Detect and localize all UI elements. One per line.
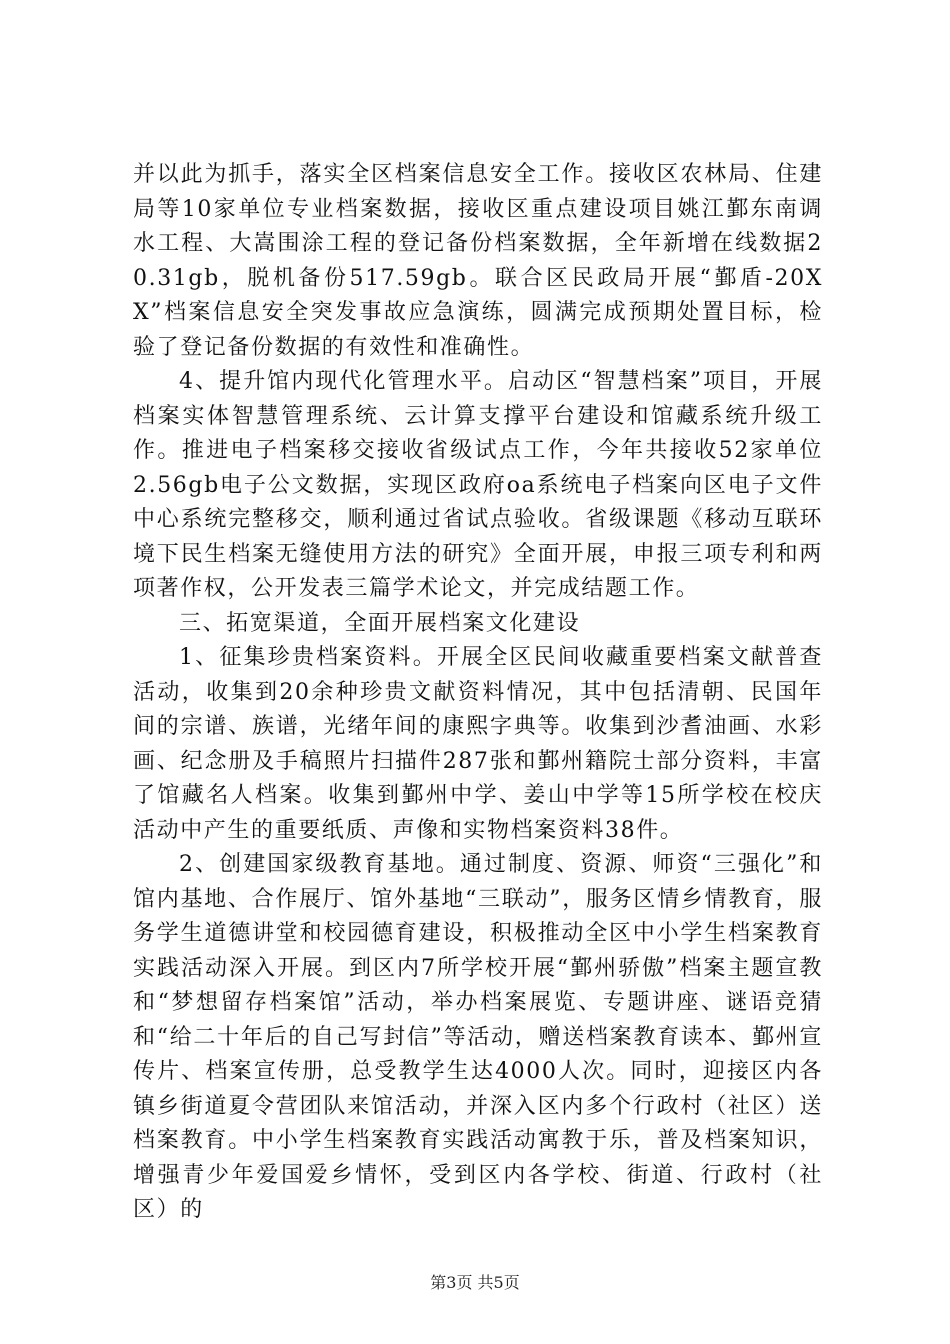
- paragraph-archive-security: 并以此为抓手，落实全区档案信息安全工作。接收区农林局、住建局等10家单位专业档案数据，接收区重点建设项目姚江鄞东南调水工程、大嵩围涂工程的登记备份档案数据，全年新增在线数据20.31gb，脱机备份517.59gb。联合区民政局开展“鄞盾-20XX”档案信息安全突发事故应急演练，圆满完成预期处置目标，检验了登记备份数据的有效性和准确性。: [133, 162, 823, 360]
- section-heading-archive-culture: 三、拓宽渠道，全面开展档案文化建设: [179, 610, 581, 636]
- paragraph-collect-archives: 1、征集珍贵档案资料。开展全区民间收藏重要档案文献普查活动，收集到20余种珍贵文献资料情况，其中包括清朝、民国年间的宗谱、族谱，光绪年间的康熙字典等。收集到沙耆油画、水彩画、纪念册及手稿照片扫描件287张和鄞州籍院士部分资料，丰富了馆藏名人档案。收集到鄞州中学、姜山中学等15所学校在校庆活动中产生的重要纸质、声像和实物档案资料38件。: [133, 645, 823, 843]
- document-body: [133, 158, 823, 1228]
- paragraph-education-base: 2、创建国家级教育基地。通过制度、资源、师资“三强化”和馆内基地、合作展厅、馆外基地“三联动”，服务区情乡情教育，服务学生道德讲堂和校园德育建设，积极推动全区中小学生档案教育实践活动深入开展。到区内7所学校开展“鄞州骄傲”档案主题宣教和“梦想留存档案馆”活动，举办档案展览、专题讲座、谜语竞猜和“给二十年后的自己写封信”等活动，赠送档案教育读本、鄞州宣传片、档案宣传册，总受教学生达4000人次。同时，迎接区内各镇乡街道夏令营团队来馆活动，并深入区内多个行政村（社区）送档案教育。中小学生档案教育实践活动寓教于乐，普及档案知识，增强青少年爱国爱乡情怀，受到区内各学校、街道、行政村（社区）的: [133, 852, 823, 1222]
- page-footer: 第3页 共5页: [430, 1273, 520, 1292]
- paragraph-modern-management: 4、提升馆内现代化管理水平。启动区“智慧档案”项目，开展档案实体智慧管理系统、云计算支撑平台建设和馆藏系统升级工作。推进电子档案移交接收省级试点工作，今年共接收52家单位2.56gb电子公文数据，实现区政府oa系统电子档案向区电子文件中心系统完整移交，顺利通过省试点验收。省级课题《移动互联环境下民生档案无缝使用方法的研究》全面开展，申报三项专利和两项著作权，公开发表三篇学术论文，并完成结题工作。: [133, 369, 823, 601]
